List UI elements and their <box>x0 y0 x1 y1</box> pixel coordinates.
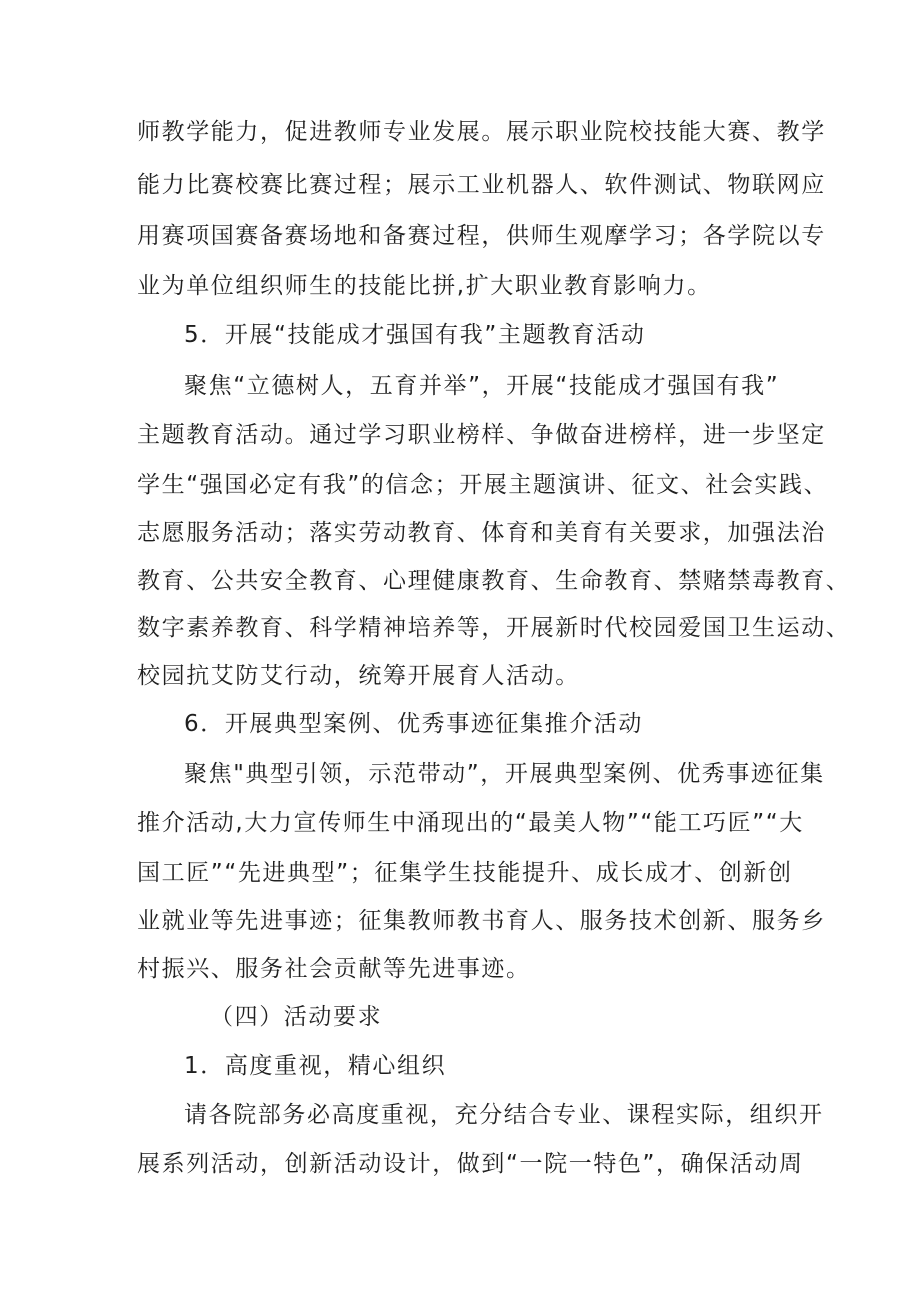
paragraph-line: 聚焦“立德树人，五育并举”，开展“技能成才强国有我” <box>184 373 780 399</box>
section-heading: 6．开展典型案例、优秀事迹征集推介活动 <box>184 711 644 737</box>
paragraph-line: 业就业等先进事迹；征集教师教书育人、服务技术创新、服务乡 <box>137 908 826 934</box>
paragraph-line: 学生“强国必定有我”的信念；开展主题演讲、征文、社会实践、 <box>137 472 829 498</box>
paragraph-line: 业为单位组织师生的技能比拼,扩大职业教育影响力。 <box>137 273 712 299</box>
paragraph-line: 能力比赛校赛比赛过程；展示工业机器人、软件测试、物联网应 <box>137 172 826 198</box>
paragraph-line: 教育、公共安全教育、心理健康教育、生命教育、禁赌禁毒教育、 <box>137 568 851 594</box>
subsection-heading: （四）活动要求 <box>210 1004 383 1030</box>
paragraph-line: 志愿服务活动；落实劳动教育、体育和美育有关要求，加强法治 <box>137 520 826 546</box>
paragraph-line: 请各院部务必高度重视，充分结合专业、课程实际，组织开 <box>184 1102 824 1128</box>
paragraph-line: 主题教育活动。通过学习职业榜样、争做奋进榜样，进一步坚定 <box>137 422 826 448</box>
paragraph-line: 用赛项国赛备赛场地和备赛过程，供师生观摩学习；各学院以专 <box>137 223 826 249</box>
section-heading: 1．高度重视，精心组织 <box>184 1053 447 1079</box>
paragraph-line: 师教学能力，促进教师专业发展。展示职业院校技能大赛、教学 <box>137 119 826 145</box>
paragraph-line: 数字素养教育、科学精神培养等，开展新时代校园爱国卫生运动、 <box>137 615 851 641</box>
paragraph-line: 村振兴、服务社会贡献等先进事迹。 <box>137 956 531 982</box>
paragraph-line: 推介活动,大力宣传师生中涌现出的“最美人物”“能工巧匠”“大 <box>137 810 804 836</box>
paragraph-line: 校园抗艾防艾行动，统筹开展育人活动。 <box>137 663 580 689</box>
paragraph-line: 聚焦"典型引领，示范带动”，开展典型案例、优秀事迹征集 <box>184 761 825 787</box>
paragraph-line: 展系列活动，创新活动设计，做到“一院一特色”，确保活动周 <box>137 1151 804 1177</box>
section-heading: 5．开展“技能成才强国有我”主题教育活动 <box>184 322 646 348</box>
paragraph-line: 国工匠”“先进典型”；征集学生技能提升、成长成才、创新创 <box>137 860 793 886</box>
